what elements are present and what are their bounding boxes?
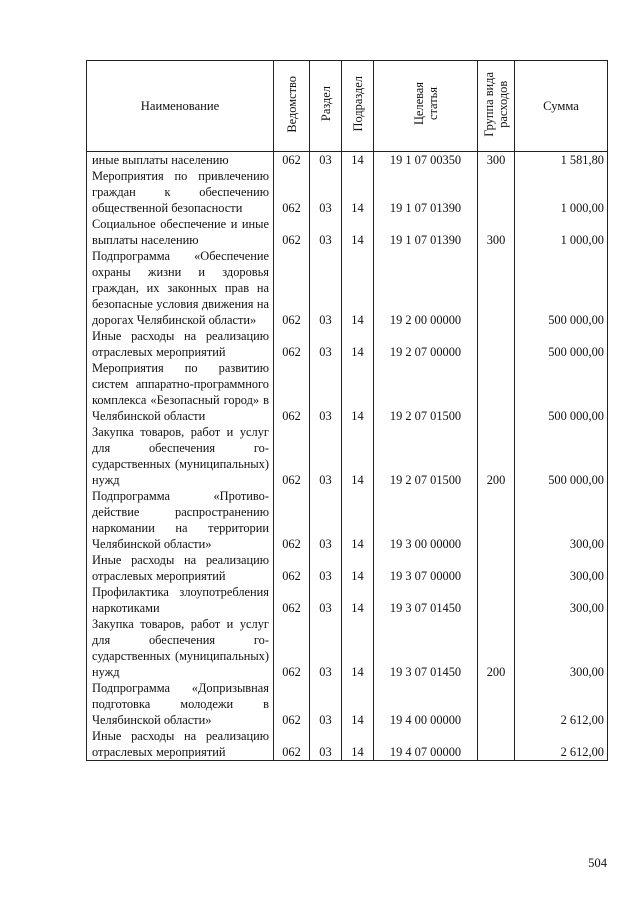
table-row	[87, 728, 608, 761]
header-name: Наименование	[87, 61, 274, 152]
cell-name: Социальное обеспечение и иные выплаты населению	[87, 216, 274, 248]
cell-podrazdel: 14	[342, 584, 374, 616]
cell-vedomstvo: 062	[274, 680, 310, 728]
cell-podrazdel: 14	[342, 360, 374, 424]
cell-razdel: 03	[310, 152, 342, 169]
table-header	[87, 61, 608, 152]
header-gruppa-vida-rashodov: Группа вида расходов	[478, 61, 515, 152]
cell-vedomstvo: 062	[274, 552, 310, 584]
cell-vedomstvo: 062	[274, 360, 310, 424]
cell-vedomstvo: 062	[274, 328, 310, 360]
cell-razdel: 03	[310, 680, 342, 728]
cell-celevaya-statya: 19 3 07 00000	[374, 552, 478, 584]
cell-summa: 300,00	[515, 552, 608, 584]
cell-vedomstvo: 062	[274, 488, 310, 552]
cell-gruppa	[478, 248, 515, 328]
cell-celevaya-statya: 19 1 07 00350	[374, 152, 478, 169]
cell-gruppa: 200	[478, 424, 515, 488]
cell-gruppa	[478, 728, 515, 761]
table-row	[87, 488, 608, 552]
cell-razdel: 03	[310, 168, 342, 216]
cell-podrazdel: 14	[342, 248, 374, 328]
cell-gruppa: 200	[478, 616, 515, 680]
cell-name: Подпрограмма «Обеспечение охраны жизни и здоровья граждан, их законных прав на безопасные условия движения на дорогах Челябинской области»	[87, 248, 274, 328]
cell-name: Закупка товаров, работ и услуг для обеспечения государственных (муниципальных) нужд	[87, 424, 274, 488]
cell-razdel: 03	[310, 616, 342, 680]
table-row	[87, 328, 608, 360]
table-row	[87, 552, 608, 584]
cell-vedomstvo: 062	[274, 248, 310, 328]
cell-gruppa	[478, 328, 515, 360]
cell-summa: 300,00	[515, 584, 608, 616]
cell-vedomstvo: 062	[274, 728, 310, 761]
cell-podrazdel: 14	[342, 616, 374, 680]
cell-summa: 2 612,00	[515, 680, 608, 728]
cell-podrazdel: 14	[342, 424, 374, 488]
cell-podrazdel: 14	[342, 152, 374, 169]
cell-celevaya-statya: 19 3 07 01450	[374, 584, 478, 616]
cell-vedomstvo: 062	[274, 168, 310, 216]
table-body	[87, 152, 608, 761]
cell-name: Мероприятия по развитию систем аппаратно-программного комплекса «Безопасный город» в Челябинской области	[87, 360, 274, 424]
cell-podrazdel: 14	[342, 328, 374, 360]
header-razdel: Раздел	[310, 61, 342, 152]
cell-razdel: 03	[310, 552, 342, 584]
cell-summa: 300,00	[515, 488, 608, 552]
cell-summa: 1 000,00	[515, 168, 608, 216]
cell-vedomstvo: 062	[274, 616, 310, 680]
cell-summa: 500 000,00	[515, 424, 608, 488]
cell-gruppa	[478, 360, 515, 424]
cell-name: Иные расходы на реализацию отраслевых мероприятий	[87, 552, 274, 584]
table-row	[87, 616, 608, 680]
table-row	[87, 424, 608, 488]
cell-celevaya-statya: 19 2 07 00000	[374, 328, 478, 360]
cell-razdel: 03	[310, 360, 342, 424]
cell-gruppa	[478, 552, 515, 584]
cell-name: Иные расходы на реализацию отраслевых мероприятий	[87, 328, 274, 360]
cell-celevaya-statya: 19 1 07 01390	[374, 216, 478, 248]
cell-name: Мероприятия по привлечению граждан к обеспечению общественной безопасности	[87, 168, 274, 216]
cell-celevaya-statya: 19 3 07 01450	[374, 616, 478, 680]
cell-summa: 500 000,00	[515, 248, 608, 328]
cell-podrazdel: 14	[342, 728, 374, 761]
cell-vedomstvo: 062	[274, 584, 310, 616]
cell-podrazdel: 14	[342, 680, 374, 728]
cell-gruppa: 300	[478, 152, 515, 169]
cell-celevaya-statya: 19 2 07 01500	[374, 424, 478, 488]
cell-vedomstvo: 062	[274, 424, 310, 488]
header-celevaya-statya: Целевая статья	[374, 61, 478, 152]
cell-summa: 500 000,00	[515, 328, 608, 360]
page-number: 504	[588, 856, 607, 870]
header-vedomstvo: Ведомство	[274, 61, 310, 152]
cell-gruppa	[478, 488, 515, 552]
cell-name: Закупка товаров, работ и услуг для обеспечения государственных (муниципальных) нужд	[87, 616, 274, 680]
cell-name: Подпрограмма «Допризывная подготовка молодежи в Челябинской области»	[87, 680, 274, 728]
cell-name: Профилактика злоупотребления наркотиками	[87, 584, 274, 616]
cell-razdel: 03	[310, 488, 342, 552]
cell-summa: 2 612,00	[515, 728, 608, 761]
cell-razdel: 03	[310, 248, 342, 328]
header-podrazdel: Подраздел	[342, 61, 374, 152]
table-row	[87, 216, 608, 248]
cell-celevaya-statya: 19 3 00 00000	[374, 488, 478, 552]
cell-razdel: 03	[310, 328, 342, 360]
cell-gruppa	[478, 584, 515, 616]
cell-podrazdel: 14	[342, 552, 374, 584]
cell-celevaya-statya: 19 1 07 01390	[374, 168, 478, 216]
cell-gruppa	[478, 168, 515, 216]
cell-podrazdel: 14	[342, 168, 374, 216]
cell-razdel: 03	[310, 424, 342, 488]
table-row	[87, 168, 608, 216]
cell-vedomstvo: 062	[274, 216, 310, 248]
table-row	[87, 360, 608, 424]
cell-razdel: 03	[310, 584, 342, 616]
cell-summa: 1 581,80	[515, 152, 608, 169]
cell-celevaya-statya: 19 4 00 00000	[374, 680, 478, 728]
cell-name: иные выплаты населению	[87, 152, 274, 169]
cell-summa: 500 000,00	[515, 360, 608, 424]
table-row	[87, 248, 608, 328]
cell-gruppa: 300	[478, 216, 515, 248]
cell-celevaya-statya: 19 2 00 00000	[374, 248, 478, 328]
cell-summa: 1 000,00	[515, 216, 608, 248]
cell-celevaya-statya: 19 4 07 00000	[374, 728, 478, 761]
cell-podrazdel: 14	[342, 216, 374, 248]
header-summa: Сумма	[515, 61, 608, 152]
cell-razdel: 03	[310, 216, 342, 248]
cell-name: Иные расходы на реализацию отраслевых мероприятий	[87, 728, 274, 761]
cell-gruppa	[478, 680, 515, 728]
budget-table	[86, 60, 608, 761]
cell-podrazdel: 14	[342, 488, 374, 552]
cell-name: Подпрограмма «Противодействие распространению наркомании на территории Челябинской области»	[87, 488, 274, 552]
cell-celevaya-statya: 19 2 07 01500	[374, 360, 478, 424]
table-row	[87, 680, 608, 728]
cell-razdel: 03	[310, 728, 342, 761]
cell-vedomstvo: 062	[274, 152, 310, 169]
cell-summa: 300,00	[515, 616, 608, 680]
table-row	[87, 152, 608, 169]
table-row	[87, 584, 608, 616]
